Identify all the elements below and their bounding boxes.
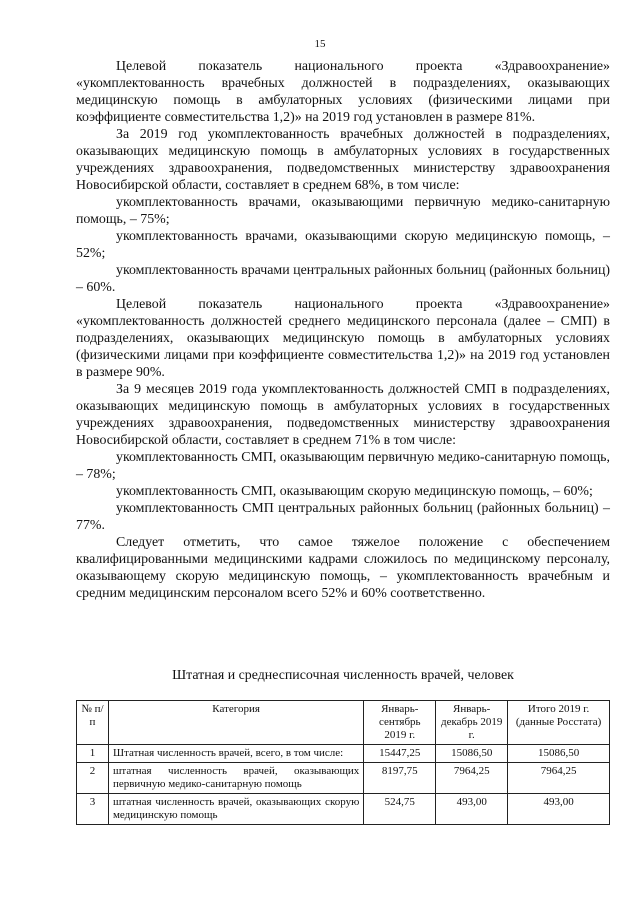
body-text [76,58,610,602]
row-num: 2 [77,763,109,794]
header-jan-sep: Январь-сентябрь 2019 г. [364,701,436,745]
table-row [77,745,610,763]
row-category: штатная численность врачей, оказывающих скорую медицинскую помощь [108,794,363,825]
paragraph: укомплектованность врачами, оказывающими первичную медико-санитарную помощь, – 75%; [76,195,610,227]
paragraph: Следует отметить, что самое тяжелое положение с обеспечением квалифицированными медицинскими кадрами сложилось по медицинскому персоналу, оказывающему скорую медицинскую помощь, – укомплектованность врачебным и средним медицинским персоналом всего 52% и 60% соответственно. [76,535,610,601]
row-category: штатная численность врачей, оказывающих первичную медико-санитарную помощь [108,763,363,794]
paragraph: Целевой показатель национального проекта «Здравоохранение» «укомплектованность врачебных должностей в подразделениях, оказывающих медицинскую помощь в амбулаторных условиях (физическими лицами при коэффициенте совместительства 1,2)» на 2019 год установлен в размере 81%. [76,59,610,125]
paragraph: За 2019 год укомплектованность врачебных должностей в подразделениях, оказывающих медицинскую помощь в амбулаторных условиях в государственных учреждениях здравоохранения, подведомственных министерству здравоохранения Новосибирской области, составляет в среднем 68%, в том числе: [76,127,610,193]
staffing-table [76,700,610,825]
row-total: 493,00 [508,794,610,825]
row-jan-dec: 493,00 [436,794,508,825]
table-row [77,794,610,825]
page-number: 15 [314,38,326,50]
row-num: 3 [77,794,109,825]
row-jan-dec: 15086,50 [436,745,508,763]
paragraph: укомплектованность врачами, оказывающими скорую медицинскую помощь, – 52%; [76,229,610,261]
paragraph: укомплектованность СМП центральных районных больниц (районных больниц) – 77%. [76,501,610,533]
row-total: 7964,25 [508,763,610,794]
paragraph: Целевой показатель национального проекта «Здравоохранение» «укомплектованность должностей среднего медицинского персонала (далее – СМП) в подразделениях, оказывающих медицинскую помощь в амбулаторных условиях (физическими лицами при коэффициенте совместительства 1,2)» на 2019 год установлен в размере 90%. [76,297,610,380]
header-num: № п/п [77,701,109,745]
header-jan-dec: Январь-декабрь 2019 г. [436,701,508,745]
header-total-rosstat: Итого 2019 г. (данные Росстата) [508,701,610,745]
row-jan-sep: 524,75 [364,794,436,825]
row-jan-sep: 8197,75 [364,763,436,794]
row-num: 1 [77,745,109,763]
row-jan-dec: 7964,25 [436,763,508,794]
table-header-row [77,701,610,745]
row-jan-sep: 15447,25 [364,745,436,763]
table-title: Штатная и среднесписочная численность врачей, человек [172,668,514,683]
paragraph: укомплектованность СМП, оказывающим первичную медико-санитарную помощь, – 78%; [76,450,610,482]
row-category: Штатная численность врачей, всего, в том числе: [108,745,363,763]
paragraph: укомплектованность врачами центральных районных больниц (районных больниц) – 60%. [76,263,610,295]
paragraph: За 9 месяцев 2019 года укомплектованность должностей СМП в подразделениях, оказывающих медицинскую помощь в амбулаторных условиях в государственных учреждениях здравоохранения, подведомственных министерству здравоохранения Новосибирской области, составляет в среднем 71% в том числе: [76,382,610,448]
table-row [77,763,610,794]
header-category: Категория [108,701,363,745]
row-total: 15086,50 [508,745,610,763]
paragraph: укомплектованность СМП, оказывающим скорую медицинскую помощь, – 60%; [116,484,593,499]
